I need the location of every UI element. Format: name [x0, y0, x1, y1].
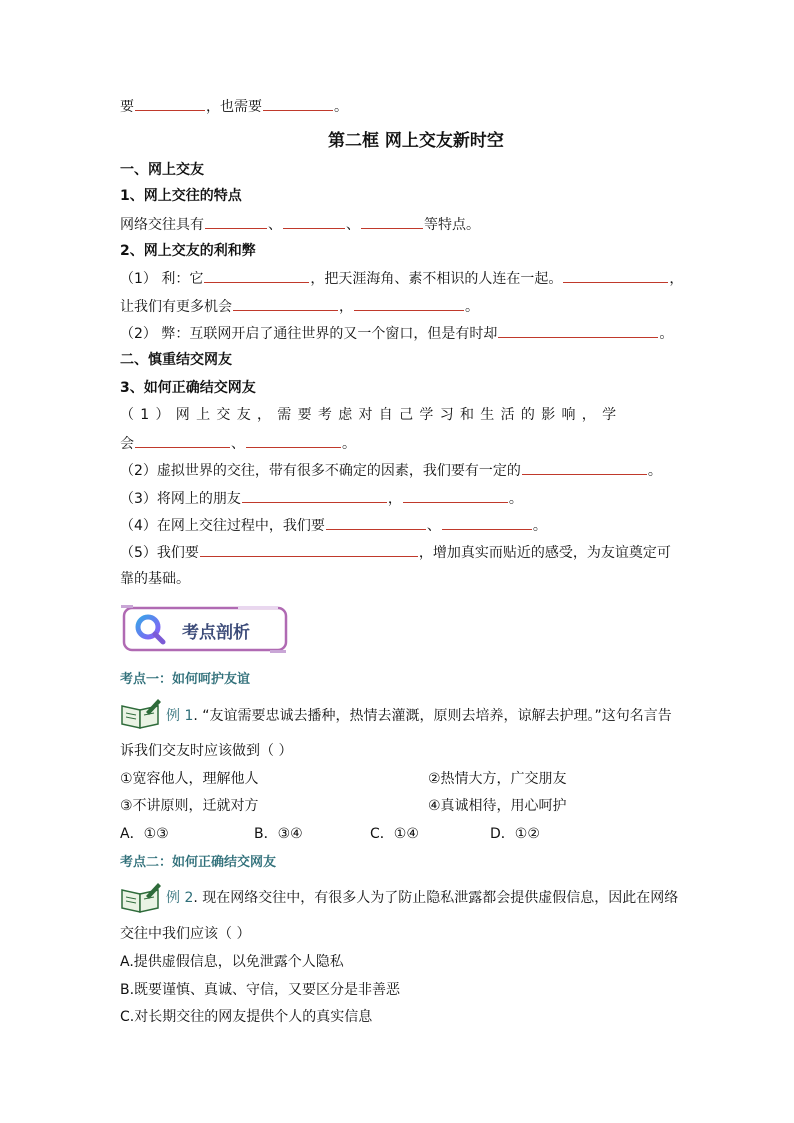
blank-field[interactable] — [361, 214, 423, 229]
blank-field[interactable] — [326, 515, 426, 530]
question3-item5-cont: 靠的基础。 — [120, 571, 190, 587]
blank-field[interactable] — [263, 96, 333, 111]
option-3[interactable]: ③不讲原则，迁就对方 — [120, 798, 259, 814]
question2-advantage: （1） 利：它 ，把天涯海角、素不相识的人连在一起。 ， — [120, 268, 683, 289]
blank-field[interactable] — [403, 488, 508, 503]
blank-field[interactable] — [354, 296, 464, 311]
option-a[interactable]: A.提供虚假信息，以免泄露个人隐私 — [120, 954, 344, 970]
book-pen-icon — [120, 882, 162, 914]
blank-field[interactable] — [442, 515, 532, 530]
blank-field[interactable] — [498, 323, 658, 338]
exam-points-banner — [120, 603, 290, 655]
option-c[interactable]: C.对长期交往的网友提供个人的真实信息 — [120, 1009, 373, 1025]
banner-label: 考点剖析 — [182, 623, 250, 643]
choice-a[interactable]: A．①③ — [120, 826, 169, 842]
example1-label: 例 1 — [166, 708, 194, 724]
keypoint1-title: 考点一：如何呵护友谊 — [120, 672, 251, 687]
example2-question: 例 2. 现在网络交往中，有很多人为了防止隐私泄露都会提供虚假信息，因此在网络 — [166, 890, 679, 906]
question1-line: 网络交往具有 、 、 等特点。 — [120, 214, 480, 235]
question2-advantage-cont: 让我们有更多机会 ， 。 — [120, 296, 479, 317]
question3-item1: （1）网上交友，需要考虑对自己学习和生活的影响，学 — [120, 407, 623, 423]
example2-question-cont: 交往中我们应该（ ） — [120, 926, 251, 942]
blank-field[interactable] — [204, 268, 309, 283]
choice-b[interactable]: B．③④ — [254, 826, 303, 842]
magnifier-icon — [134, 613, 166, 645]
option-b[interactable]: B.既要谨慎、真诚、守信，又要区分是非善恶 — [120, 982, 401, 998]
part1-heading: 一、网上交友 — [120, 162, 204, 178]
blank-field[interactable] — [205, 214, 267, 229]
example2-label: 例 2 — [166, 890, 194, 906]
blank-field[interactable] — [246, 433, 341, 448]
option-2[interactable]: ②热情大方，广交朋友 — [428, 771, 567, 787]
blank-field[interactable] — [242, 488, 387, 503]
question3-item1-cont: 会 、 。 — [120, 433, 356, 454]
option-4[interactable]: ④真诚相待，用心呵护 — [428, 798, 567, 814]
blank-field[interactable] — [563, 268, 668, 283]
blank-field[interactable] — [283, 214, 345, 229]
blank-field[interactable] — [233, 296, 338, 311]
keypoint2-title: 考点二：如何正确结交网友 — [120, 855, 277, 870]
example1-question: 例 1. “友谊需要忠诚去播种，热情去灌溉，原则去培养，谅解去护理。”这句名言告 — [166, 708, 672, 724]
question3-item5: （5）我们要 ，增加真实而贴近的感受，为友谊奠定可 — [120, 542, 671, 563]
example1-question-cont: 诉我们交友时应该做到（ ） — [120, 743, 293, 759]
blank-field[interactable] — [135, 433, 230, 448]
question3-item2: （2）虚拟世界的交往，带有很多不确定的因素，我们要有一定的 。 — [120, 460, 662, 481]
question1-title: 1、网上交往的特点 — [120, 188, 242, 204]
choice-c[interactable]: C．①④ — [370, 826, 419, 842]
blank-field[interactable] — [522, 460, 647, 475]
top-fill-line: 要 ，也需要 。 — [120, 96, 348, 117]
book-pen-icon — [120, 698, 162, 730]
option-1[interactable]: ①宽容他人，理解他人 — [120, 771, 259, 787]
question2-title: 2、网上交友的利和弊 — [120, 243, 256, 259]
section-title: 第二框 网上交友新时空 — [328, 131, 504, 151]
blank-field[interactable] — [200, 542, 418, 557]
question3-item4: （4）在网上交往过程中，我们要 、 。 — [120, 515, 547, 536]
choice-d[interactable]: D．①② — [490, 826, 540, 842]
question3-item3: （3）将网上的朋友 ， 。 — [120, 488, 523, 509]
question2-disadvantage: （2） 弊：互联网开启了通往世界的又一个窗口，但是有时却 。 — [120, 323, 673, 344]
blank-field[interactable] — [135, 96, 205, 111]
question3-title: 3、如何正确结交网友 — [120, 380, 256, 396]
part2-heading: 二、慎重结交网友 — [120, 352, 232, 368]
